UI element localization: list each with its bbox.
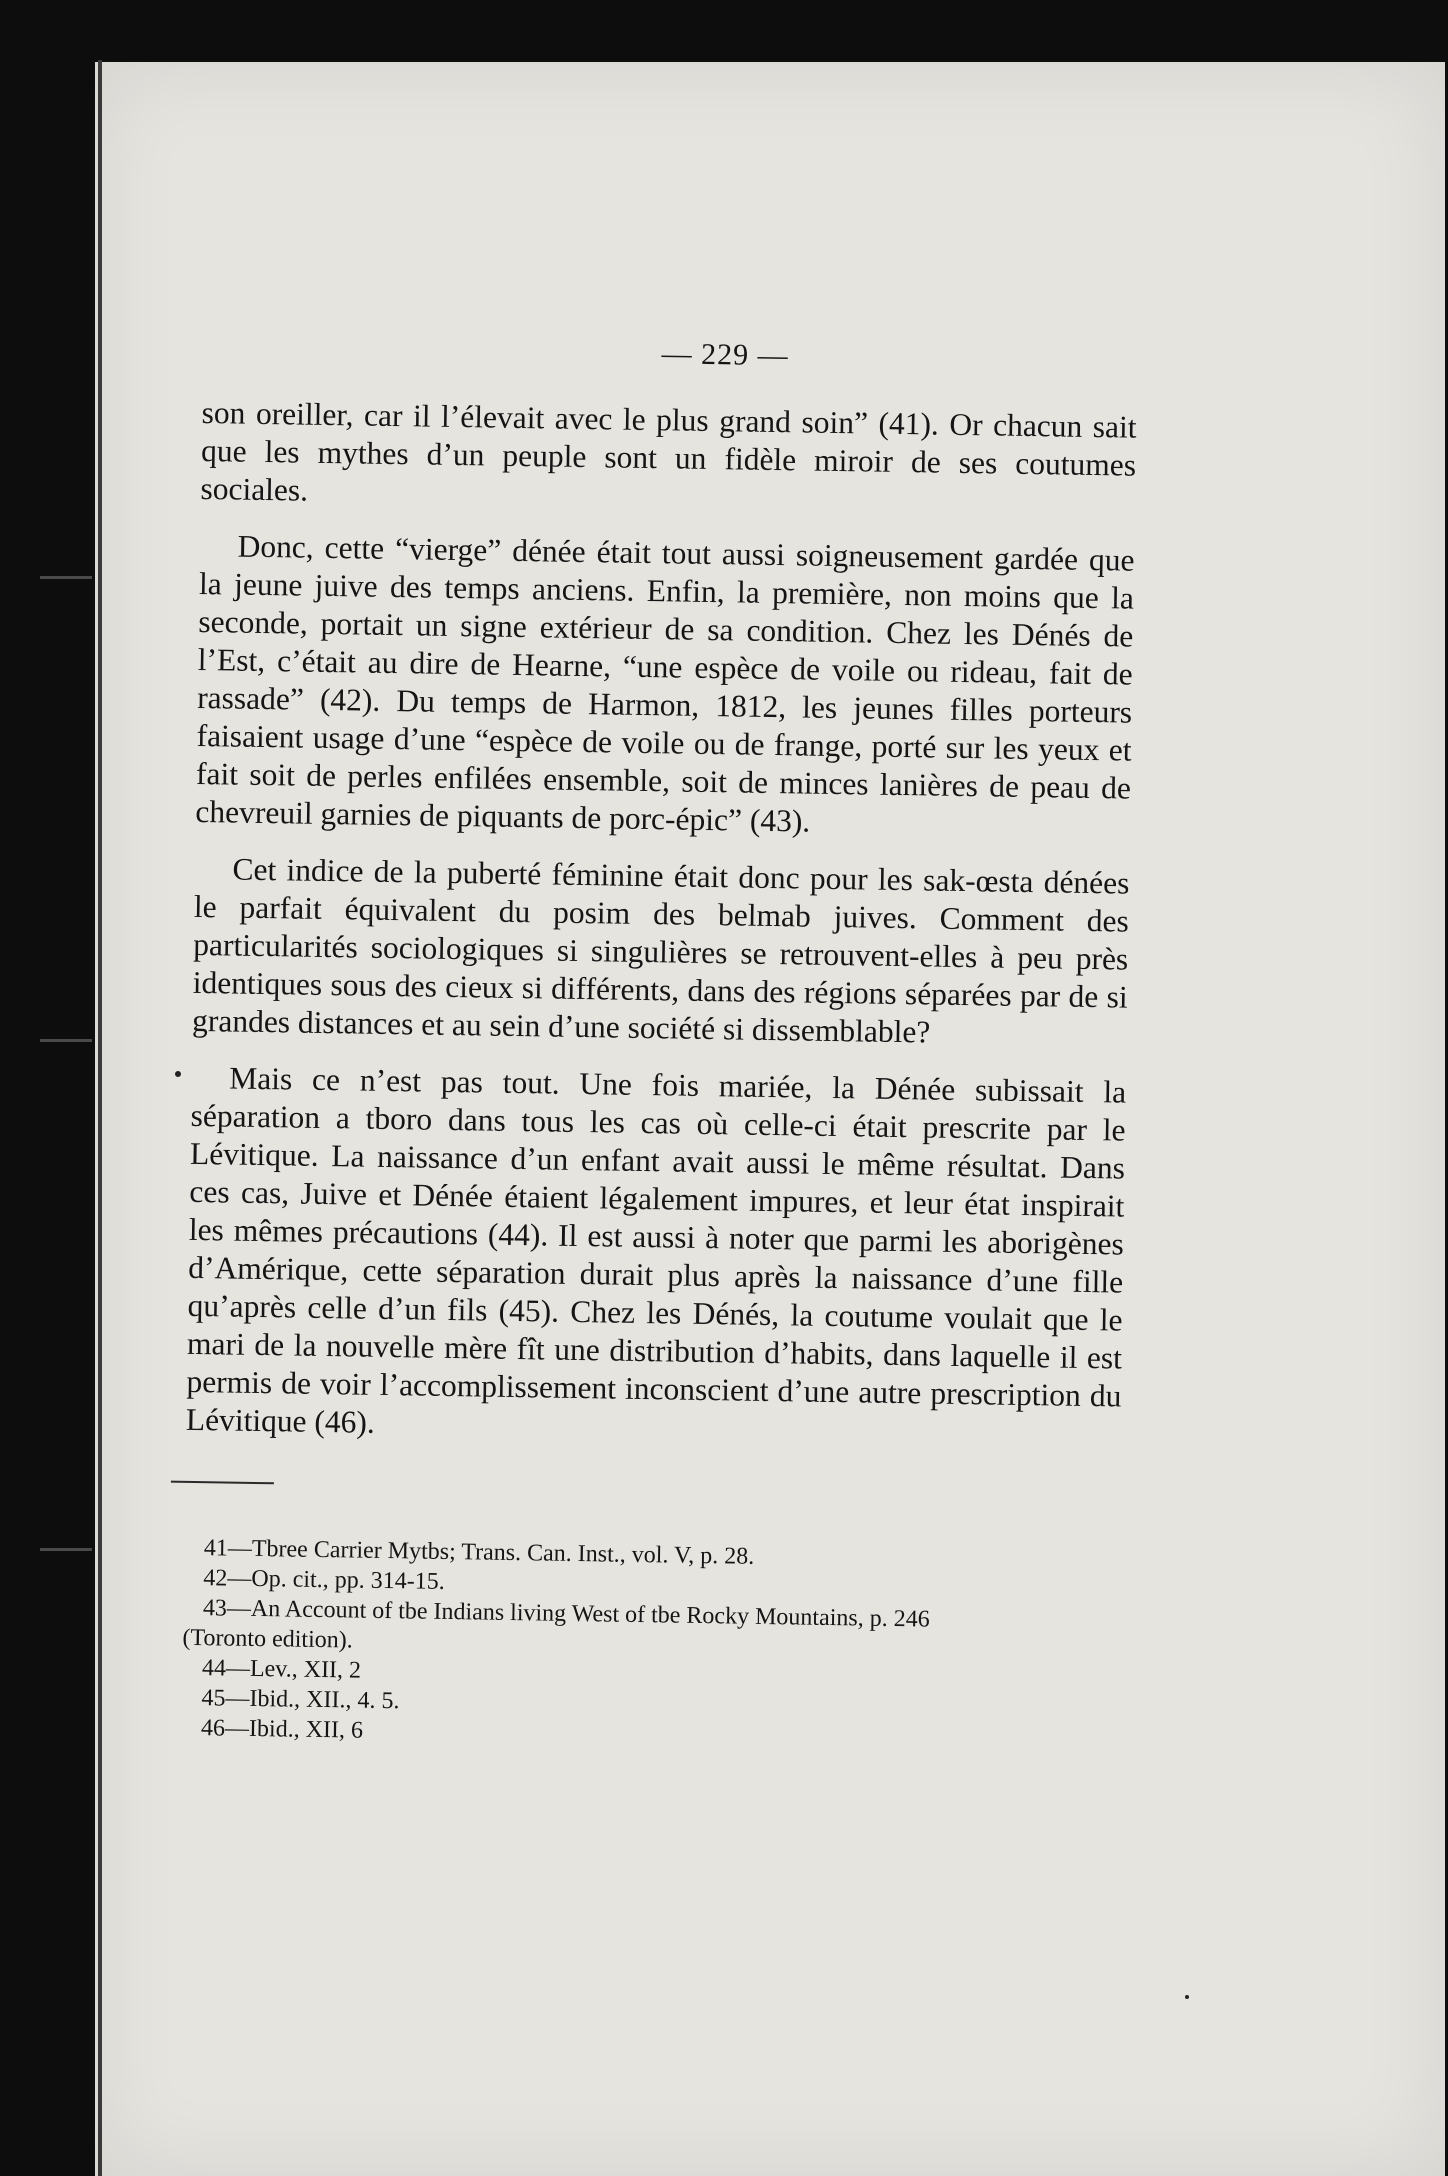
paragraph-text: Mais ce n’est pas tout. Une fois mariée, la Dénée subissait la séparation a tboro dans tous les cas où celle-ci était prescrite par le Lévitique. La naissance d’un enfant avait aussi le même résultat. Dans ces cas, Juive et Dénée étaient légalement impures, et leur état inspirait les mêmes précautions (44). Il est aussi à noter que parmi les aborigènes d’Amérique, cette séparation durait plus après la naissance d’une fille qu’après celle d’un fils (45). Chez les Dénés, la coutume voulait que le mari de la nouvelle mère fît une distribution d’habits, dans laquelle il est permis de voir l’accomplissement inconscient d’une autre prescription du Lévitique (46). — [185, 1060, 1127, 1440]
footnote-text: 42—Op. cit., pp. 314-15. — [203, 1565, 445, 1595]
binding-edge — [98, 60, 102, 2176]
footnotes — [181, 1533, 1119, 1758]
footnote-text: 43—An Account of tbe Indians living West of tbe Rocky Mountains, p. 246 — [202, 1595, 930, 1633]
footnote-separator — [171, 1481, 274, 1485]
page-number: — 229 — — [661, 337, 789, 373]
paragraph — [186, 1059, 1127, 1454]
margin-mark — [40, 1039, 92, 1042]
footnote-text: 45—Ibid., XII., 4. 5. — [201, 1685, 400, 1715]
paragraph-text: son oreiller, car il l’élevait avec le plus grand soin” (41). Or chacun sait que les mythes d’un peuple sont un fidèle miroir de ses coutumes sociales. — [200, 394, 1137, 508]
paragraph-text: Donc, cette “vierge” dénée était tout aussi soigneusement gardée que la jeune juive des temps anciens. Enfin, la première, non moins que la seconde, portait un signe extérieur de sa condition. Chez les Dénés de l’Est, c’était au dire de Hearne, “une espèce de voile ou rideau, fait de rassade” (42). Du temps de Harmon, 1812, les jeunes filles porteurs faisaient usage d’une “espèce de voile ou de frange, porté sur les yeux et fait soit de perles enfilées ensemble, soit de minces lanières de peau de chevreuil garnies de piquants de porc-épic” (43). — [195, 528, 1135, 839]
text-block — [181, 330, 1138, 1758]
footnote-continuation: (Toronto edition). — [182, 1624, 353, 1654]
ink-speck — [1185, 1995, 1189, 1999]
paragraph — [192, 850, 1130, 1055]
margin-mark — [40, 576, 92, 579]
margin-mark — [40, 1548, 92, 1551]
ink-speck — [175, 1071, 181, 1077]
footnote-text: 46—Ibid., XII, 6 — [200, 1715, 364, 1744]
paragraph — [200, 394, 1137, 523]
paragraph-text: Cet indice de la puberté féminine était donc pour les sak-œsta dénées le parfait équivalent du posim des belmab juives. Comment des particularités sociologiques si singulières se retrouvent-elles à peu près identiques sous des cieux si différents, dans des régions séparées par de si grandes distances et au sein d’une société si dissemblable? — [191, 851, 1130, 1050]
paragraph — [195, 527, 1135, 846]
footnote-text: 44—Lev., XII, 2 — [201, 1655, 362, 1684]
footnote-text: 41—Tbree Carrier Mytbs; Trans. Can. Inst., vol. V, p. 28. — [203, 1535, 755, 1570]
